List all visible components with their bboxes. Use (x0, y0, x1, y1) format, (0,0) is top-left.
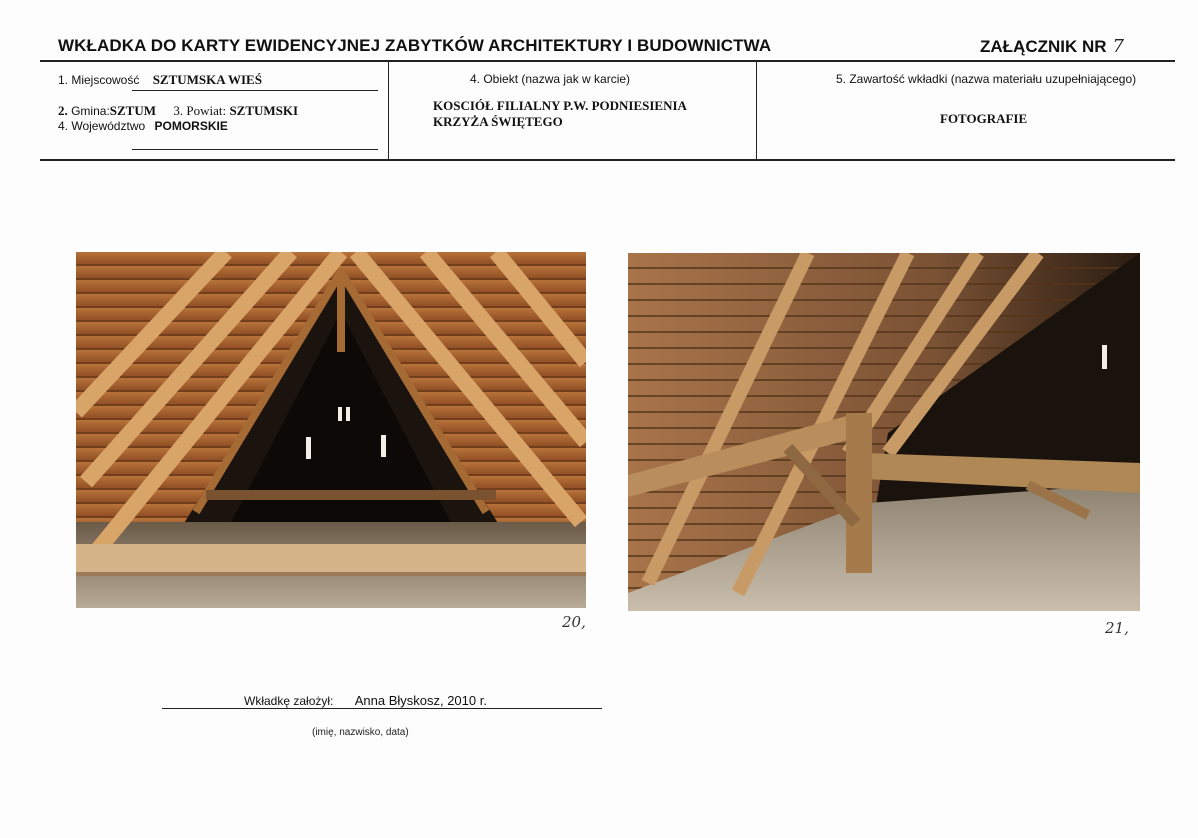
object-label: 4. Obiekt (nazwa jak w karcie) (470, 72, 631, 86)
author-label: Wkładkę założył: (244, 694, 334, 708)
annex-label (980, 36, 1124, 57)
annex-number: 7 (1112, 36, 1124, 57)
table-divider-2 (756, 61, 757, 160)
wojewodztwo-label: 4. Województwo (58, 119, 146, 133)
table-top-border (40, 60, 1175, 62)
contents-value: FOTOGRAFIE (940, 111, 1028, 126)
annex-label-text: ZAŁĄCZNIK NR (980, 37, 1107, 56)
photo-number-20: 20, (562, 613, 586, 631)
gmina-prefix: 2. (58, 103, 68, 118)
photo-attic-front-image (76, 252, 586, 608)
author-value: Anna Błyskosz, 2010 r. (354, 693, 487, 708)
wojewodztwo-value: POMORSKIE (154, 119, 228, 133)
author-caption: (imię, nazwisko, data) (312, 727, 409, 738)
photo-attic-side-image (628, 253, 1140, 611)
contents-label: 5. Zawartość wkładki (nazwa materiału uzupełniającego) (836, 72, 1137, 86)
wojewodztwo-underline (132, 149, 378, 150)
miejscowosc-value: SZTUMSKA WIEŚ (152, 72, 262, 87)
miejscowosc-label: 1. Miejscowość (58, 73, 140, 87)
signature-line (162, 708, 602, 709)
object-name-line1: KOSCIÓŁ FILIALNY P.W. PODNIESIENIA (433, 98, 687, 113)
author-row (244, 693, 487, 708)
powiat-label: 3. Powiat: (173, 103, 227, 118)
photo-attic-front (76, 252, 586, 608)
gmina-value: SZTUM (109, 103, 157, 118)
gmina-powiat-row (58, 103, 298, 119)
wojewodztwo-row (58, 119, 228, 133)
powiat-value: SZTUMSKI (229, 103, 299, 118)
table-divider-1 (388, 61, 389, 160)
gmina-label: Gmina: (71, 104, 110, 118)
photo-number-21: 21, (1105, 619, 1129, 637)
table-bottom-border (40, 159, 1175, 161)
photo-attic-side (628, 253, 1140, 611)
document-title: WKŁADKA DO KARTY EWIDENCYJNEJ ZABYTKÓW ARCHITEKTURY I BUDOWNICTWA (58, 36, 772, 55)
object-name-line2: KRZYŻA ŚWIĘTEGO (433, 114, 563, 129)
miejscowosc-row (58, 72, 262, 88)
miejscowosc-underline (132, 90, 378, 91)
